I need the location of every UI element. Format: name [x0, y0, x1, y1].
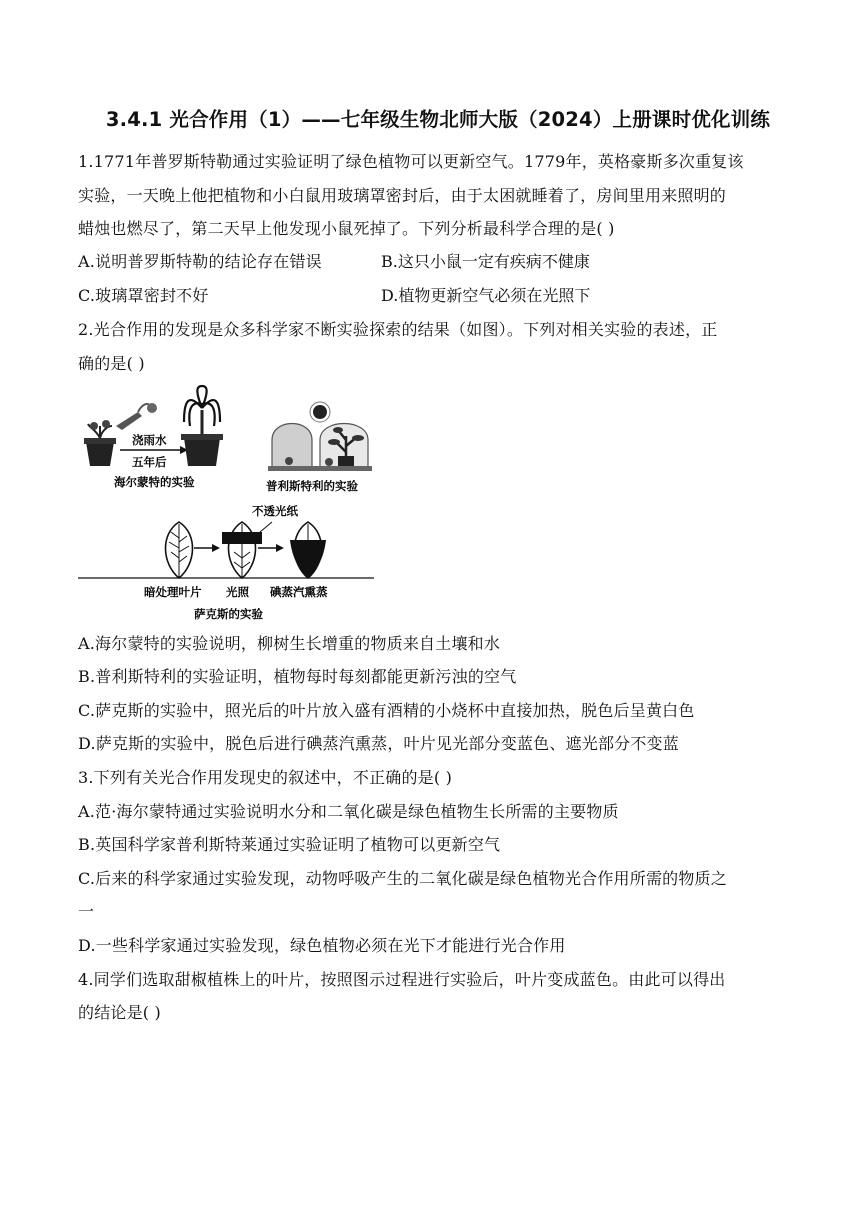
q3-option-d: D.一些科学家通过实验发现，绿色植物必须在光下才能进行光合作用 — [78, 936, 566, 955]
q2-option-d: D.萨克斯的实验中，脱色后进行碘蒸汽熏蒸，叶片见光部分变蓝色、遮光部分不变蓝 — [78, 734, 679, 753]
years-label: 五年后 — [132, 455, 167, 469]
q4-stem-line-2: 的结论是( ) — [78, 1003, 161, 1022]
q2-option-b: B.普利斯特利的实验证明，植物每时每刻都能更新污浊的空气 — [78, 667, 517, 686]
q3-option-b: B.英国科学家普利斯特莱通过实验证明了植物可以更新空气 — [78, 835, 501, 854]
sun-icon — [310, 402, 330, 422]
q2-stem-line-2: 确的是( ) — [78, 354, 145, 373]
opaque-paper-label: 不透光纸 — [252, 504, 298, 518]
document-title: 3.4.1 光合作用（1）——七年级生物北师大版（2024）上册课时优化训练 — [105, 108, 771, 131]
q4-stem-line-1: 4.同学们选取甜椒植株上的叶片，按照图示过程进行实验后，叶片变成蓝色。由此可以得出 — [78, 970, 726, 989]
q3-option-a: A.范·海尔蒙特通过实验说明水分和二氧化碳是绿色植物生长所需的主要物质 — [78, 802, 619, 821]
q1-stem-line-1: 1.1771年普罗斯特勒通过实验证明了绿色植物可以更新空气。1779年，英格豪斯多次重复该 — [78, 152, 744, 171]
leaf-dark-treated — [165, 522, 192, 578]
q1-stem-line-2: 实验，一天晚上他把植物和小白鼠用玻璃罩密封后，由于太困就睡着了，房间里用来照明的 — [78, 186, 727, 205]
iodine-fumigation-label: 碘蒸汽熏蒸 — [270, 585, 328, 599]
illumination-label: 光照 — [226, 585, 249, 599]
q1-option-a: A.说明普罗斯特勒的结论存在错误 — [78, 252, 322, 271]
dark-treated-leaf-label: 暗处理叶片 — [144, 585, 202, 599]
small-plant-pot — [84, 420, 116, 466]
q1-stem-line-3: 蜡烛也燃尽了，第二天早上他发现小鼠死掉了。下列分析最科学合理的是( ) — [78, 219, 615, 238]
leaf-with-opaque-paper — [222, 522, 272, 578]
q3-option-c-continued: 一 — [78, 902, 95, 921]
experiment-figure — [76, 382, 376, 622]
bell-jar-left — [268, 424, 316, 472]
q2-option-c: C.萨克斯的实验中，照光后的叶片放入盛有酒精的小烧杯中直接加热，脱色后呈黄白色 — [78, 701, 695, 720]
q2-option-a: A.海尔蒙特的实验说明，柳树生长增重的物质来自土壤和水 — [78, 634, 501, 653]
q1-option-c: C.玻璃罩密封不好 — [78, 286, 209, 305]
q3-stem: 3.下列有关光合作用发现史的叙述中，不正确的是( ) — [78, 768, 453, 787]
watering-label: 浇雨水 — [132, 433, 167, 447]
q3-option-c: C.后来的科学家通过实验发现，动物呼吸产生的二氧化碳是绿色植物光合作用所需的物质之 — [78, 869, 727, 888]
leaf-iodine-stained — [290, 522, 326, 578]
bell-jar-right — [316, 424, 372, 472]
q2-stem-line-1: 2.光合作用的发现是众多科学家不断实验探索的结果（如图）。下列对相关实验的表述，正 — [78, 320, 718, 339]
watering-can-icon — [116, 403, 157, 430]
q1-option-b: B.这只小鼠一定有疾病不健康 — [381, 252, 590, 271]
priestley-caption: 普利斯特利的实验 — [266, 479, 358, 493]
helmont-caption: 海尔蒙特的实验 — [114, 475, 195, 489]
experiment-illustration — [76, 382, 376, 622]
q1-option-d: D.植物更新空气必须在光照下 — [381, 286, 591, 305]
sachs-caption: 萨克斯的实验 — [194, 607, 263, 621]
willow-tree-pot — [181, 386, 223, 466]
